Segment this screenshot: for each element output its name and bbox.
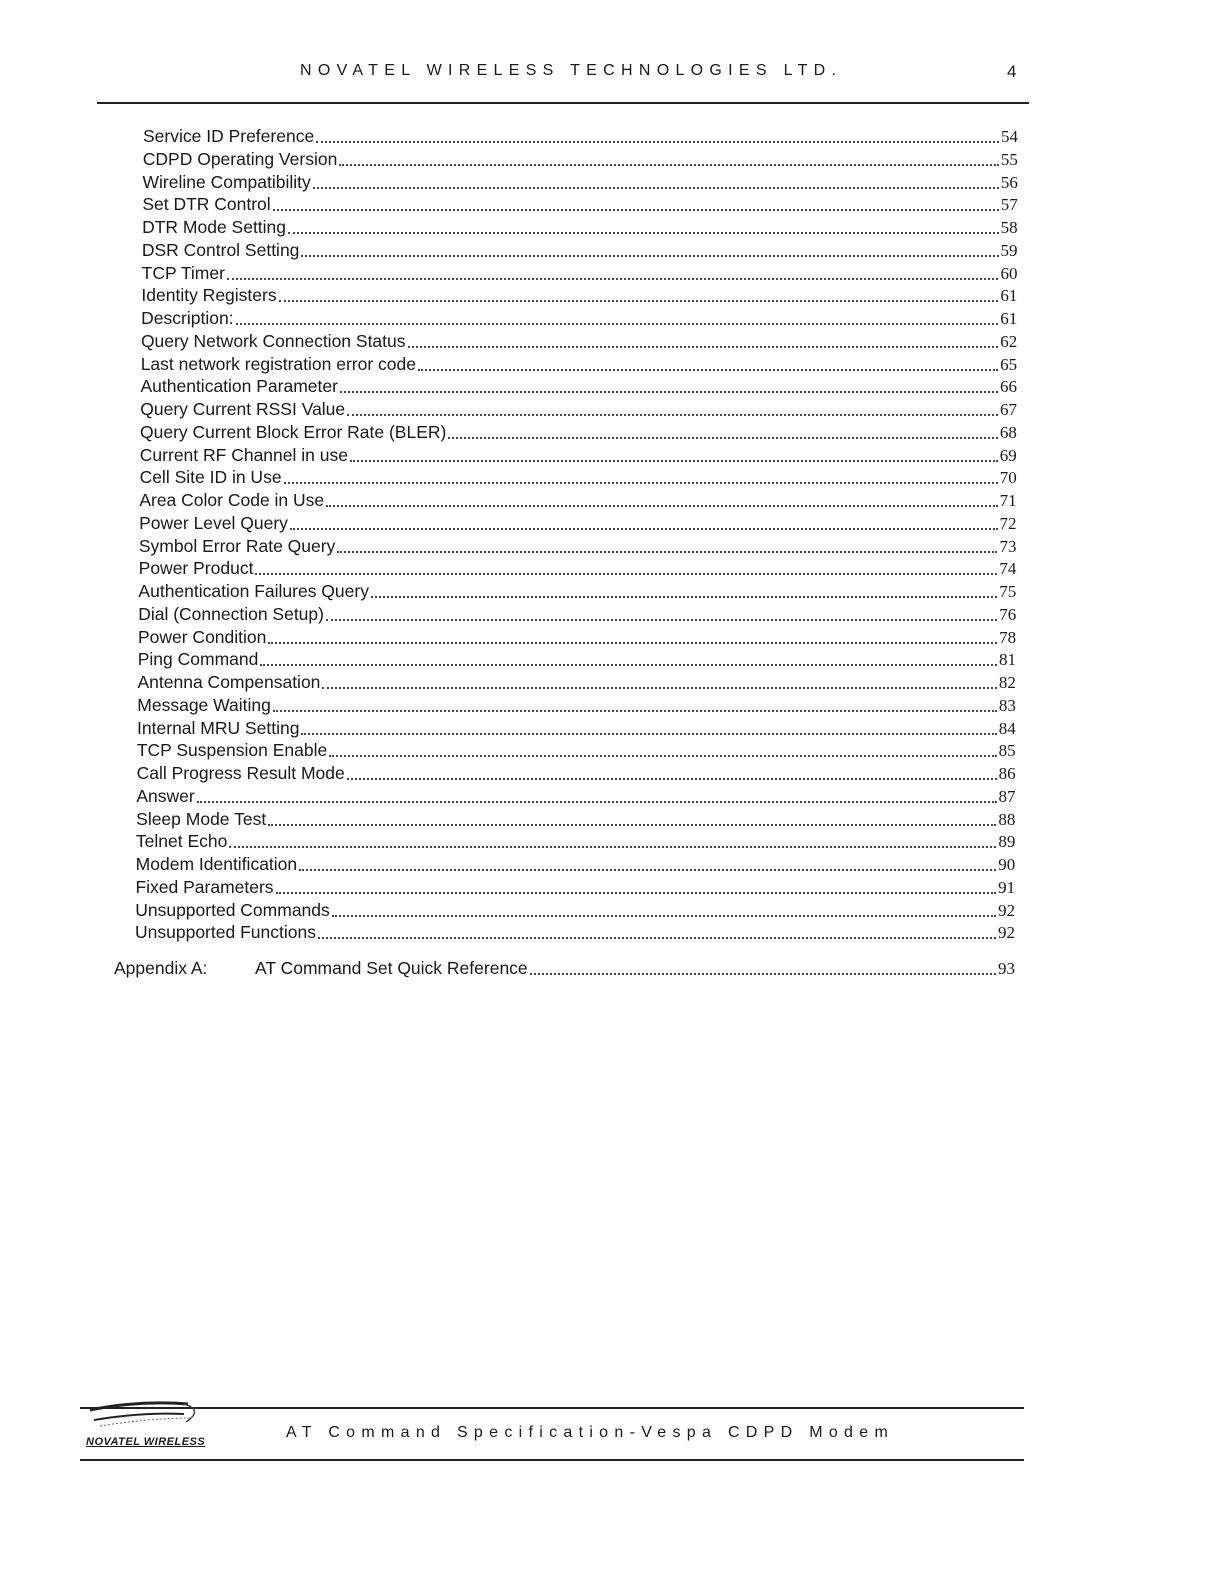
dot-leader	[326, 619, 997, 621]
toc-entry	[141, 307, 1026, 330]
toc-entry-label: Description:	[141, 308, 234, 328]
toc-entry-label: Unsupported Commands	[135, 899, 330, 920]
toc-entry-label: Antenna Compensation	[137, 672, 321, 692]
toc-entry-page: 66	[1000, 377, 1018, 397]
footer-title: AT Command Specification-Vespa CDPD Modem	[286, 1424, 895, 1441]
toc-entry	[141, 330, 1026, 353]
toc-entry-label: Ping Command	[137, 649, 259, 670]
toc-entry	[138, 603, 1025, 626]
dot-leader	[288, 232, 999, 234]
header-rule	[97, 102, 1029, 104]
toc-entry-page: 88	[998, 809, 1016, 829]
toc-entry-label: Authentication Failures Query	[138, 581, 369, 601]
toc-entry-page: 90	[998, 855, 1016, 874]
toc-entry-page: 55	[1000, 149, 1018, 169]
toc-entry	[139, 489, 1025, 512]
dot-leader	[273, 209, 999, 211]
toc-entry	[142, 239, 1027, 262]
toc-entry-label: Query Network Connection Status	[140, 330, 406, 351]
toc-entry-label: Current RF Channel in use	[139, 444, 348, 465]
toc-entry	[137, 717, 1025, 740]
toc-entry-page: 72	[999, 513, 1017, 533]
toc-entry	[143, 125, 1027, 148]
toc-entry	[141, 353, 1026, 376]
toc-entry-label: Fixed Parameters	[135, 876, 274, 897]
toc-entry-label: Power Level Query	[139, 512, 288, 533]
toc-entry-label: TCP Suspension Enable	[136, 740, 328, 761]
dot-leader	[229, 846, 996, 848]
footer-rule-bottom	[80, 1459, 1024, 1461]
toc-entry	[135, 876, 1024, 899]
toc-entry-label: Call Progress Result Mode	[136, 763, 345, 783]
toc-entry-page: 56	[1000, 172, 1018, 192]
toc-entry-page: 54	[1001, 127, 1018, 146]
dot-leader	[318, 937, 996, 939]
dot-leader	[301, 255, 998, 257]
toc-entry-label: Unsupported Functions	[135, 922, 316, 943]
toc-entry	[140, 421, 1026, 444]
toc-entry-page: 83	[998, 695, 1016, 715]
toc-entry	[140, 444, 1026, 467]
toc-entry-page: 78	[999, 627, 1017, 647]
toc-entry-label: Service ID Preference	[143, 126, 315, 146]
dot-leader	[273, 710, 997, 712]
dot-leader	[371, 596, 997, 598]
toc-entry-page: 75	[999, 582, 1017, 601]
toc-entry-label: Query Current Block Error Rate (BLER)	[140, 421, 447, 442]
toc-entry-page: 69	[999, 445, 1017, 465]
toc-entry-page: 76	[999, 604, 1017, 624]
toc-entry-label: Sleep Mode Test	[136, 808, 267, 829]
toc-entry	[138, 648, 1025, 671]
dot-leader	[340, 391, 998, 393]
dot-leader	[339, 164, 999, 166]
toc-entry-page: 60	[1000, 263, 1018, 283]
dot-leader	[268, 642, 997, 644]
toc-entry-label: Power Product	[138, 558, 254, 579]
toc-entry-label: Telnet Echo	[135, 831, 228, 852]
toc-entry-label: Dial (Connection Setup)	[138, 603, 324, 624]
dot-leader	[326, 505, 997, 507]
toc-entry	[140, 466, 1026, 489]
toc-entry-page: 81	[999, 650, 1017, 670]
toc-entry-label: Set DTR Control	[142, 194, 271, 215]
toc-entry-page: 89	[998, 832, 1016, 852]
toc-entry	[142, 262, 1027, 285]
dot-leader	[332, 915, 996, 917]
toc-entry	[138, 671, 1025, 694]
toc-entry-page: 59	[1000, 240, 1018, 260]
toc-entry-label: Internal MRU Setting	[137, 717, 300, 738]
toc-entry-page: 67	[999, 400, 1017, 419]
toc-entry	[136, 808, 1024, 831]
toc-entry-label: DSR Control Setting	[141, 239, 300, 260]
dot-leader	[299, 869, 996, 871]
toc-entry	[140, 375, 1026, 398]
toc-entry-label: Last network registration error code	[140, 353, 416, 374]
dot-leader	[448, 437, 998, 439]
appendix-label: AT Command Set Quick Reference	[255, 958, 528, 978]
dot-leader	[316, 141, 999, 143]
dot-leader	[290, 528, 998, 530]
toc-entry-page: 58	[1000, 218, 1018, 237]
toc-entry-page: 62	[1000, 331, 1018, 351]
toc-entry	[137, 762, 1025, 785]
toc-entry	[136, 853, 1025, 876]
dot-leader	[301, 733, 996, 735]
toc-entry-page: 91	[998, 877, 1016, 897]
toc-entry-label: Query Current RSSI Value	[140, 399, 346, 419]
toc-entry-label: Authentication Parameter	[140, 376, 338, 397]
dot-leader	[418, 369, 998, 371]
toc-entry-page: 92	[998, 900, 1016, 920]
toc-entry-label: Answer	[136, 785, 195, 806]
dot-leader	[408, 346, 999, 348]
dot-leader	[276, 892, 997, 894]
toc-entry-page: 86	[998, 764, 1016, 783]
logo-text: NOVATEL WIRELESS	[86, 1436, 206, 1448]
toc-entry	[135, 921, 1024, 944]
dot-leader	[337, 551, 997, 553]
toc-entry-label: Symbol Error Rate Query	[138, 535, 336, 556]
toc-entry	[135, 899, 1024, 922]
running-header-title: NOVATEL WIRELESS TECHNOLOGIES LTD.	[300, 62, 843, 79]
toc-entry	[136, 785, 1024, 808]
toc-entry	[139, 512, 1025, 535]
toc-entry-page: 65	[1000, 354, 1018, 374]
toc-entry-page: 61	[1000, 309, 1018, 328]
dot-leader	[260, 664, 997, 666]
toc-entry-page: 70	[999, 468, 1017, 488]
toc-entry	[139, 535, 1026, 558]
dot-leader	[347, 778, 997, 780]
page-number: 4	[1007, 62, 1017, 81]
toc-entry	[141, 284, 1026, 307]
appendix-page: 93	[998, 959, 1015, 978]
toc-entry-label: CDPD Operating Version	[142, 148, 338, 169]
toc-entry	[142, 193, 1026, 216]
toc-entry-page: 85	[998, 741, 1016, 761]
dot-leader	[284, 482, 998, 484]
toc-entry	[143, 171, 1027, 194]
toc-entry-page: 82	[998, 673, 1016, 692]
toc-entry-page: 84	[998, 718, 1016, 738]
toc-entry-label: DTR Mode Setting	[142, 217, 287, 237]
appendix-prefix: Appendix A:	[114, 958, 208, 978]
toc-entry-label: Message Waiting	[137, 694, 271, 715]
toc-entry	[143, 148, 1027, 171]
toc-entry-page: 68	[999, 422, 1017, 442]
toc-entry	[137, 739, 1025, 762]
toc-entry	[138, 626, 1025, 649]
toc-entry-label: Identity Registers	[141, 285, 277, 306]
toc-entry-page: 57	[1000, 195, 1018, 215]
toc-entry-label: Wireline Compatibility	[142, 171, 311, 192]
toc-entry	[140, 398, 1026, 421]
toc-entry-page: 92	[998, 923, 1015, 943]
toc-entry-label: Area Color Code in Use	[139, 490, 325, 510]
dot-leader	[255, 573, 997, 575]
dot-leader	[322, 687, 997, 689]
dot-leader	[329, 755, 996, 757]
toc-entry	[138, 580, 1025, 603]
toc-entry-label: TCP Timer	[141, 262, 225, 283]
toc-entry-label: Power Condition	[137, 626, 267, 647]
dot-leader	[530, 973, 996, 975]
dot-leader	[313, 187, 999, 189]
toc-appendix-entry	[114, 957, 1024, 980]
dot-leader	[268, 824, 996, 826]
toc-entry-page: 87	[998, 786, 1016, 806]
dot-leader	[227, 278, 999, 280]
toc-entry-label: Cell Site ID in Use	[139, 467, 282, 488]
dot-leader	[347, 414, 998, 416]
toc-entry	[137, 694, 1025, 717]
dot-leader	[279, 300, 999, 302]
dot-leader	[236, 323, 999, 325]
toc-entry	[136, 830, 1024, 853]
toc-entry-label: Modem Identification	[135, 854, 298, 874]
toc-entry-page: 74	[999, 559, 1017, 579]
toc-entry-page: 71	[999, 491, 1017, 510]
toc-entry	[139, 557, 1026, 580]
toc-entry	[142, 216, 1027, 239]
dot-leader	[197, 801, 997, 803]
toc-entry-page: 61	[1000, 286, 1018, 306]
toc-entry-page: 73	[999, 536, 1017, 556]
dot-leader	[350, 460, 998, 462]
